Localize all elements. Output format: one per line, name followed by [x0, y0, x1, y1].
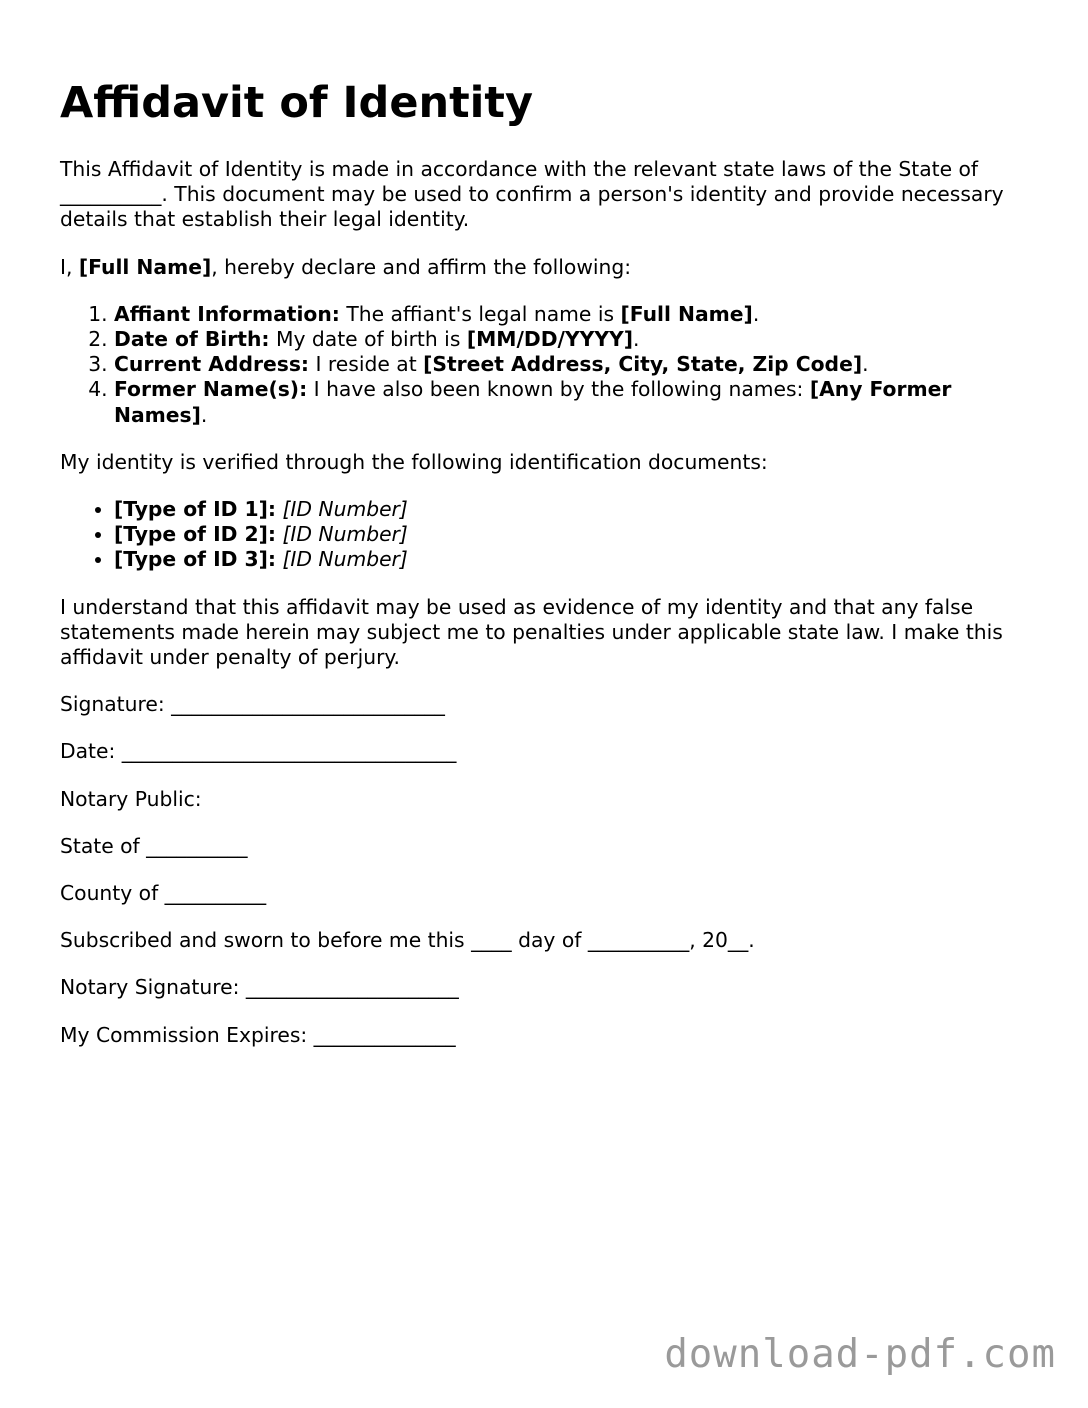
id-intro-paragraph: My identity is verified through the following identification documents:: [60, 449, 768, 474]
item-end: .: [752, 301, 760, 326]
item-text: My date of birth is: [269, 327, 467, 352]
item-value: [MM/DD/YYYY]: [466, 327, 633, 352]
declaration-prefix: I,: [60, 254, 79, 279]
item-value: [Street Address, City, State, Zip Code]: [423, 352, 863, 377]
item-label: Affiant Information:: [114, 301, 340, 326]
item-text: I have also been known by the following names:: [307, 377, 810, 402]
statement-paragraph: I understand that this affidavit may be used as evidence of my identity and that any false statements made herein may subject me to penalties under applicable state law. I make this affidavit under penalty of perjury.: [60, 594, 1003, 670]
item-label: Current Address:: [114, 352, 310, 377]
declaration-name: [Full Name]: [78, 254, 212, 279]
id-documents-list: [60, 497, 1035, 573]
item-text: I reside at: [309, 352, 424, 377]
item-end: .: [632, 327, 640, 352]
item-end: .: [200, 402, 208, 427]
item-label: Date of Birth:: [114, 327, 270, 352]
document-title: Affidavit of Identity: [60, 78, 533, 128]
item-end: .: [862, 352, 869, 377]
county-line: County of __________: [60, 881, 267, 906]
list-item-former-names: [114, 377, 1035, 427]
declaration-paragraph: [60, 255, 1035, 280]
intro-paragraph: This Affidavit of Identity is made in accordance with the relevant state laws of the State of __________. This document may be used to confirm a person's identity and provide necessary details that establish their legal identity.: [60, 157, 1004, 232]
list-item-id-2: [114, 522, 1035, 547]
list-item-affiant-information: [114, 302, 1035, 327]
notary-public-label: Notary Public:: [60, 786, 202, 811]
declaration-suffix: , hereby declare and affirm the following:: [211, 254, 632, 279]
subscribed-line: Subscribed and sworn to before me this ____ day of __________, 20__.: [60, 928, 755, 953]
item-label: Former Name(s):: [114, 377, 308, 402]
list-item-date-of-birth: [114, 327, 1035, 352]
item-value: [Full Name]: [620, 301, 753, 326]
id-number: [ID Number]: [282, 522, 408, 547]
id-number: [ID Number]: [282, 547, 408, 572]
affiant-details-list: [60, 302, 1035, 428]
state-line: State of __________: [60, 833, 248, 858]
list-item-id-3: [114, 547, 1035, 572]
id-number: [ID Number]: [282, 497, 408, 522]
date-line: Date: _________________________________: [60, 739, 457, 764]
item-text: The affiant's legal name is: [339, 301, 621, 326]
id-type: [Type of ID 2]:: [114, 522, 277, 547]
list-item-current-address: [114, 352, 1035, 377]
id-type: [Type of ID 3]:: [114, 547, 277, 572]
item-value: [Any Former Names]: [114, 377, 952, 427]
id-type: [Type of ID 1]:: [114, 497, 277, 522]
notary-signature-line: Notary Signature: _____________________: [60, 975, 459, 1000]
watermark: download-pdf.com: [664, 1332, 1056, 1377]
commission-expires-line: My Commission Expires: ______________: [60, 1022, 456, 1047]
list-item-id-1: [114, 497, 1035, 522]
document-body: [60, 157, 1035, 1070]
signature-line: Signature: ___________________________: [60, 692, 445, 717]
